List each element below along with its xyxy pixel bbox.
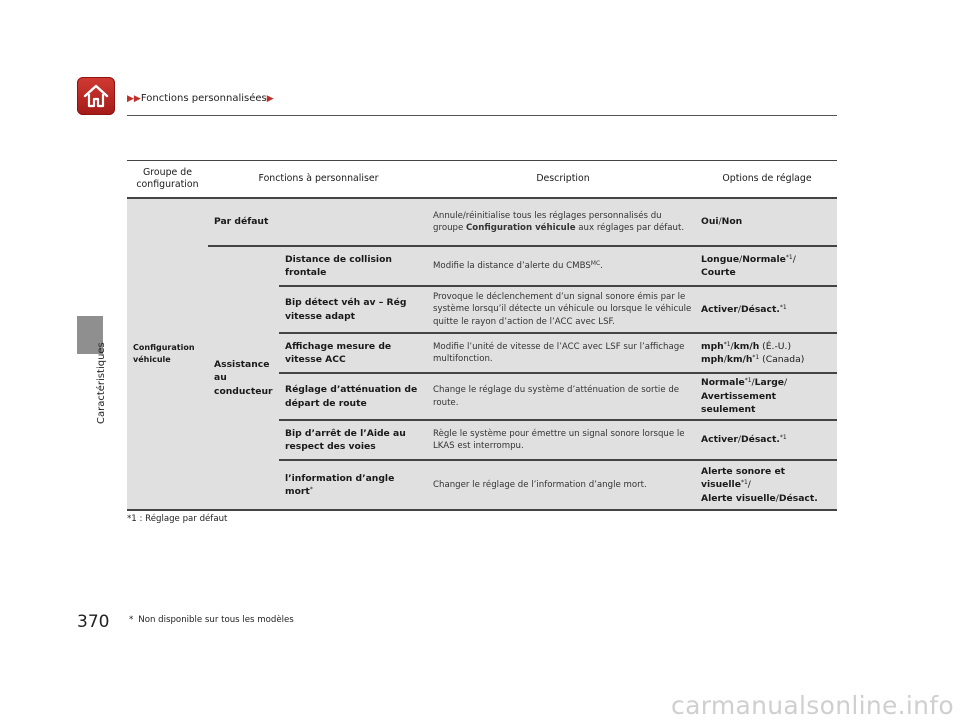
feature-text: l’information d’angle mort <box>285 472 395 497</box>
option-value: Non <box>721 216 743 228</box>
option-value: mph <box>701 354 724 365</box>
options-cell <box>697 333 837 373</box>
description-cell: Changer le réglage de l’information d’angle mort. <box>429 460 697 510</box>
section-label: Caractéristiques <box>96 342 107 424</box>
option-separator: / <box>775 492 779 504</box>
option-sup: *1 <box>779 434 787 442</box>
option-note: (É.-U.) <box>759 340 792 352</box>
description-text: Annule/réinitialise tous les réglages personnalisés du groupe <box>433 210 662 233</box>
breadcrumb[interactable] <box>127 93 274 104</box>
option-separator: / <box>718 216 722 228</box>
option-value: mph <box>701 340 724 352</box>
availability-note <box>129 615 294 625</box>
option-sup: *1 <box>740 479 748 487</box>
table-header-row <box>127 161 837 199</box>
option-value: km/h <box>733 340 760 352</box>
option-value: Large <box>754 377 785 389</box>
option-value: Avertissement seulement <box>701 390 776 416</box>
home-icon <box>82 83 110 109</box>
description-cell: Modifie l’unité de vitesse de l’ACC avec LSF sur l’affichage multifonction. <box>429 333 697 373</box>
header-description: Description <box>429 161 697 199</box>
description-cell: Provoque le déclenchement d’un signal sonore émis par le système lorsqu’il détecte un véhicule ou lorsque le véhicule quitte le rayon d’action de l’ACC avec LSF. <box>429 286 697 333</box>
option-value: Normale <box>742 253 786 265</box>
option-separator: / <box>751 377 755 389</box>
description-bold: Configuration véhicule <box>466 223 576 233</box>
options-cell <box>697 460 837 510</box>
feature-sup: * <box>309 486 313 493</box>
description-text: Modifie la distance d’alerte du CMBS <box>433 260 591 271</box>
feature-cell: Réglage d’atténuation de départ de route <box>279 373 429 420</box>
option-sup: *1 <box>785 253 793 261</box>
breadcrumb-arrow-icon: ▶▶ <box>127 94 141 104</box>
feature-cell <box>279 460 429 510</box>
breadcrumb-link[interactable]: Fonctions personnalisées <box>140 93 267 104</box>
description-text: . <box>600 260 603 271</box>
description-text: aux réglages par défaut. <box>575 223 685 233</box>
breadcrumb-arrow-icon: ▶ <box>266 94 274 104</box>
options-cell <box>697 373 837 420</box>
option-separator: / <box>747 479 751 491</box>
option-separator: / <box>784 377 788 389</box>
home-button[interactable] <box>77 77 115 115</box>
watermark: carmanualsonline.info <box>671 691 954 720</box>
option-sup: *1 <box>723 340 731 348</box>
group-cell: Configuration véhicule <box>127 198 208 510</box>
description-cell: Règle le système pour émettre un signal sonore lorsque le LKAS est interrompu. <box>429 420 697 460</box>
footnote-star: * <box>129 615 134 625</box>
header-divider <box>127 115 837 116</box>
header-options: Options de réglage <box>697 161 837 199</box>
feature-cell: Distance de collision frontale <box>279 246 429 286</box>
option-value: Désact. <box>740 434 780 446</box>
option-sup: *1 <box>744 377 752 385</box>
feature-cell: Par défaut <box>208 198 429 246</box>
table-row <box>127 246 837 286</box>
footnote-default: *1 : Réglage par défaut <box>127 514 228 524</box>
option-note: (Canada) <box>759 354 805 365</box>
options-cell <box>697 286 837 333</box>
description-cell <box>429 246 697 286</box>
option-separator: / <box>792 253 796 265</box>
header-group: Groupe de configuration <box>127 161 208 199</box>
feature-cell: Bip d’arrêt de l’Aide au respect des voies <box>279 420 429 460</box>
option-value: Longue <box>701 253 740 265</box>
availability-text: Non disponible sur tous les modèles <box>138 615 294 625</box>
table-row <box>127 198 837 246</box>
option-value: Courte <box>701 267 736 278</box>
feature-cell: Bip détect véh av – Rég vitesse adapt <box>279 286 429 333</box>
page-number: 370 <box>77 612 110 632</box>
option-separator: / <box>730 340 734 352</box>
options-cell <box>697 246 837 286</box>
option-sup: *1 <box>779 303 787 311</box>
options-cell <box>697 198 837 246</box>
option-value: Alerte visuelle <box>701 492 776 504</box>
option-separator: / <box>739 253 743 265</box>
option-separator: / <box>723 354 727 365</box>
option-separator: / <box>737 434 741 446</box>
description-cell: Change le réglage du système d’atténuation de sortie de route. <box>429 373 697 420</box>
subgroup-cell: Assistance au conducteur <box>208 246 279 510</box>
option-value: Normale <box>701 377 745 389</box>
description-cell <box>429 198 697 246</box>
feature-cell: Affichage mesure de vitesse ACC <box>279 333 429 373</box>
option-value: Désact. <box>778 492 818 504</box>
option-value: Activer <box>701 303 738 315</box>
option-value: km/h <box>726 354 753 365</box>
options-cell <box>697 420 837 460</box>
option-value: Alerte sonore et visuelle <box>701 465 786 491</box>
option-value: Oui <box>701 216 719 228</box>
option-value: Désact. <box>740 303 780 315</box>
header-feature: Fonctions à personnaliser <box>208 161 429 199</box>
description-sup: MC <box>590 259 601 267</box>
option-sup: *1 <box>752 354 760 361</box>
option-value: Activer <box>701 434 738 446</box>
option-separator: / <box>737 303 741 315</box>
settings-table <box>127 160 837 511</box>
